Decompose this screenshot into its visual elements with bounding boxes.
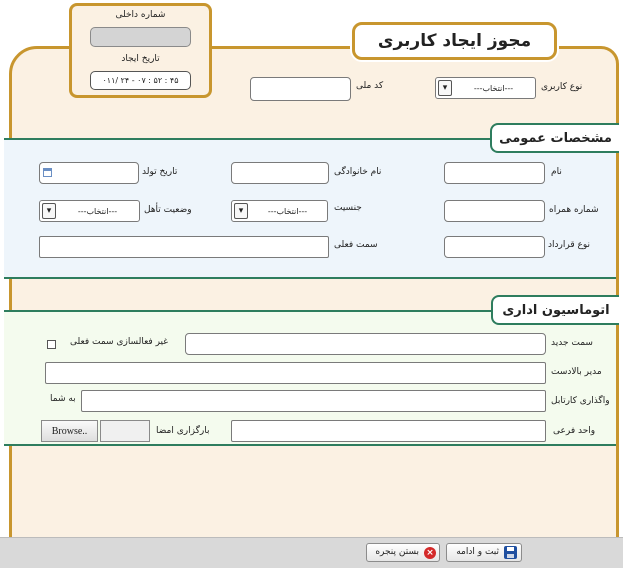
page-title: مجوز ایجاد کاربری (352, 22, 557, 60)
close-icon: × (424, 547, 436, 559)
birth-date-input[interactable] (39, 162, 139, 184)
chevron-down-icon: ▾ (234, 203, 248, 219)
signature-upload-label: بارگزاری امضا (156, 426, 210, 436)
chevron-down-icon: ▾ (42, 203, 56, 219)
current-post-input[interactable] (39, 236, 329, 258)
gender-select[interactable]: ▾ ---انتخاب--- (231, 200, 328, 222)
mobile-input[interactable] (444, 200, 545, 222)
browse-button[interactable]: Browse.. (41, 420, 98, 442)
chevron-down-icon: ▾ (438, 80, 452, 96)
sub-unit-input[interactable] (231, 420, 546, 442)
sub-unit-label: واحد فرعی (553, 426, 596, 436)
office-automation-title: اتوماسیون اداری (491, 295, 619, 325)
new-post-label: سمت جدید (551, 338, 593, 348)
user-type-select[interactable]: ▾ ---انتخاب--- (435, 77, 536, 99)
contract-type-label: نوع قرارداد (548, 240, 591, 250)
deactivate-current-post-label: غیر فعالسازی سمت فعلی (70, 337, 168, 347)
national-code-label: کد ملی (356, 81, 384, 91)
national-code-input[interactable] (250, 77, 351, 101)
cardboard-transfer-input[interactable] (81, 390, 546, 412)
cardboard-transfer-label: واگذاری کارتابل (551, 396, 610, 406)
user-type-label: نوع کاربری (541, 82, 583, 92)
info-box (69, 3, 212, 98)
last-name-input[interactable] (231, 162, 329, 184)
deactivate-current-post-checkbox[interactable] (47, 340, 56, 349)
created-date-value: ۰۱۱/ ۲۴ - ۰۷ : ۵۲ : ۴۵ (102, 76, 179, 85)
general-section-title: مشخصات عمومی (490, 123, 619, 153)
contract-type-input[interactable] (444, 236, 545, 258)
first-name-input[interactable] (444, 162, 545, 184)
current-post-label: سمت فعلی (334, 240, 378, 250)
created-date-label: تاریخ ایجاد (121, 54, 160, 64)
gender-label: جنسیت (334, 203, 362, 213)
manager-label: مدیر بالادست (551, 367, 602, 377)
bottom-toolbar (0, 537, 623, 568)
first-name-label: نام (551, 167, 562, 177)
internal-number-field (90, 27, 191, 47)
close-window-button[interactable]: × بستن پنجره (366, 543, 440, 562)
to-you-label: به شما (50, 394, 76, 404)
new-post-input[interactable] (185, 333, 546, 355)
last-name-label: نام خانوادگی (334, 167, 382, 177)
signature-file-field[interactable] (100, 420, 150, 442)
save-continue-button[interactable]: ثبت و ادامه (446, 543, 522, 562)
manager-input[interactable] (45, 362, 546, 384)
marital-status-select[interactable]: ▾ ---انتخاب--- (39, 200, 140, 222)
marital-status-label: وضعیت تأهل (144, 205, 192, 215)
calendar-icon[interactable] (43, 168, 52, 177)
mobile-label: شماره همراه (549, 205, 599, 215)
internal-number-label: شماره داخلی (115, 10, 166, 20)
created-date-field (90, 71, 191, 90)
birth-date-label: تاریخ تولد (142, 167, 178, 177)
save-icon (504, 546, 517, 559)
